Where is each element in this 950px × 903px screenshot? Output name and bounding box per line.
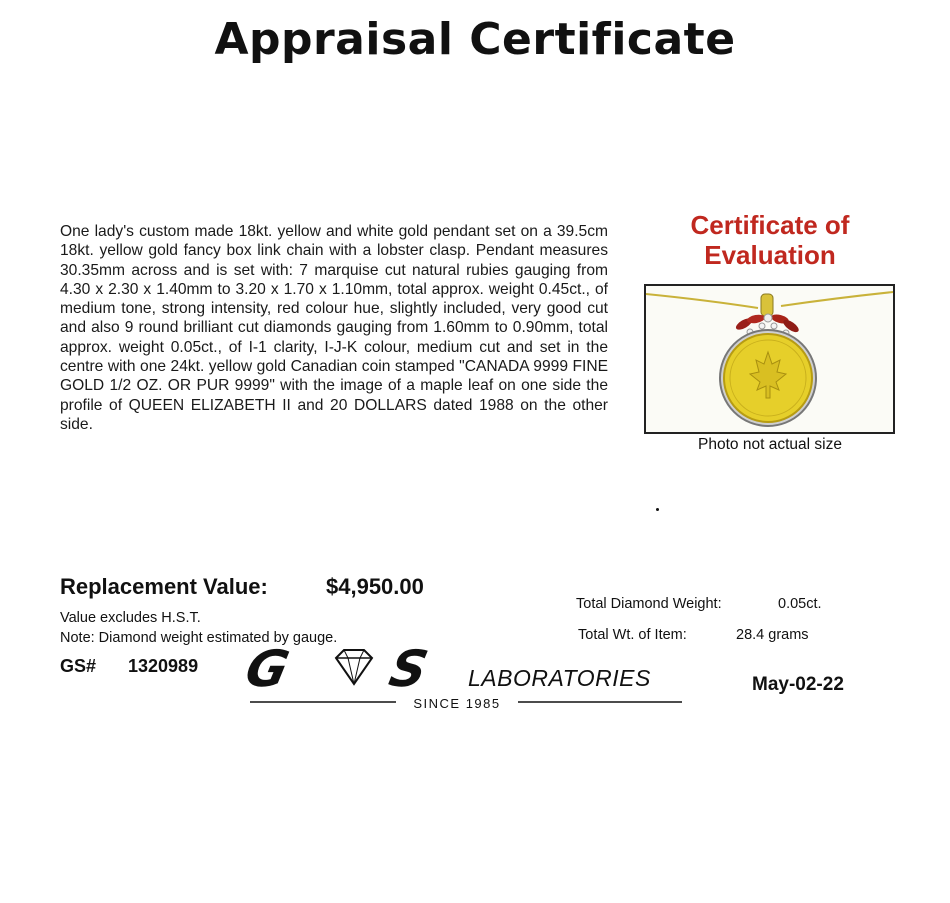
replacement-value-label: Replacement Value:: [60, 574, 268, 599]
total-item-weight-label: Total Wt. of Item:: [578, 627, 687, 643]
pendant-photo: [644, 284, 895, 434]
logo-letter-s: S: [384, 639, 433, 698]
replacement-value-amount: $4,950.00: [326, 574, 424, 599]
tax-note: Value excludes H.S.T.: [60, 610, 201, 626]
total-diamond-weight-value: 0.05ct.: [778, 596, 822, 612]
logo-letter-g: G: [240, 639, 294, 698]
certificate-heading-line2: Evaluation: [704, 240, 836, 270]
certificate-heading-line1: Certificate of: [690, 210, 850, 240]
gs-number-value: 1320989: [128, 656, 199, 676]
total-item-weight-value: 28.4 grams: [736, 627, 809, 643]
speck: [656, 508, 659, 511]
photo-caption: Photo not actual size: [698, 436, 842, 453]
pendant-image: [646, 286, 893, 432]
logo-since: SINCE 1985: [413, 696, 501, 711]
gs-laboratories-logo: [240, 639, 686, 716]
total-diamond-weight-label: Total Diamond Weight:: [576, 596, 722, 612]
logo-word-laboratories: LABORATORIES: [468, 665, 651, 691]
page-title: Appraisal Certificate: [214, 14, 736, 65]
certificate-heading: [640, 210, 900, 270]
diamond-weight-note: Note: Diamond weight estimated by gauge.: [60, 630, 338, 646]
item-description: One lady's custom made 18kt. yellow and white gold pendant set on a 39.5cm 18kt. yellow gold fancy box link chain with a lobster clasp. Pendant measures 30.35mm across and is set with: 7 marquise cut natural rubies gauging from 4.30 x 2.30 x 1.40mm to 3.20 x 1.70 x 1.10mm, total approx. weight 0.45ct., of medium tone, strong intensity, red colour hue, slightly included, very good cut and also 9 round brilliant cut diamonds gauging from 1.60mm to 0.90mm, total approx. weight 0.05ct., of I-1 clarity, I-J-K colour, medium cut and set in the centre with one 24kt. yellow gold Canadian coin stamped "CANADA 9999 FINE GOLD 1/2 OZ. OR PUR 9999" with the image of a maple leaf on one side the profile of QUEEN ELIZABETH II and 20 DOLLARS dated 1988 on the other side.: [60, 223, 608, 433]
gs-number-label: GS#: [60, 656, 97, 676]
diamond-icon: [336, 650, 372, 684]
certificate-date: May-02-22: [752, 674, 844, 695]
